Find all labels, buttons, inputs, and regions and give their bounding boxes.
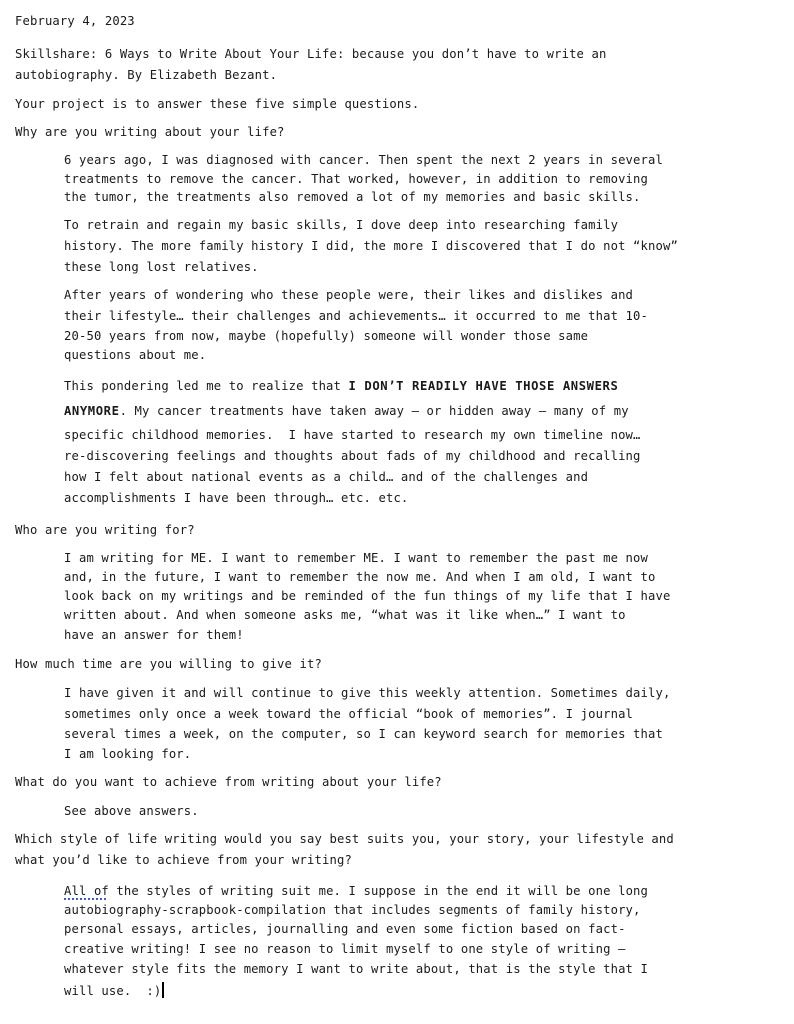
- answer-why-p4-line-2: [64, 403, 629, 419]
- answer-why-p3-line-3: 20-50 years from now, maybe (hopefully) someone will wonder those same: [64, 329, 589, 343]
- answer-who-line-3: look back on my writings and be reminded of the fun things of my life that I have: [64, 589, 671, 603]
- question-achieve: What do you want to achieve from writing about your life?: [15, 775, 442, 789]
- intro-line-1: Skillshare: 6 Ways to Write About Your Life: because you don’t have to write an: [15, 47, 607, 61]
- answer-who-line-1: I am writing for ME. I want to remember ME. I want to remember the past me now: [64, 551, 649, 565]
- answer-style-last: will use. :): [64, 984, 162, 998]
- question-style-line-2: what you’d like to achieve from your writing?: [15, 853, 352, 867]
- answer-why-p3-line-4: questions about me.: [64, 348, 207, 362]
- answer-why-p4-emphasis-end: ANYMORE: [64, 404, 120, 418]
- answer-style-line-6[interactable]: [64, 982, 164, 999]
- answer-why-p4-line-6: accomplishments I have been through… etc. etc.: [64, 491, 409, 505]
- answer-why-p1-line-2: treatments to remove the cancer. That worked, however, in addition to removing: [64, 172, 649, 186]
- answer-why-p1-line-1: 6 years ago, I was diagnosed with cancer. Then spent the next 2 years in several: [64, 153, 663, 167]
- answer-style-line-5: whatever style fits the memory I want to write about, that is the style that I: [64, 962, 649, 976]
- answer-style-text: the styles of writing suit me. I suppose in the end it will be one long: [108, 884, 649, 898]
- answer-why-p4-line-3: specific childhood memories. I have started to research my own timeline now…: [64, 428, 641, 442]
- answer-achieve: See above answers.: [64, 804, 199, 818]
- answer-why-p4-text-cont: . My cancer treatments have taken away – or hidden away – many of my: [119, 404, 629, 418]
- question-style-line-1: Which style of life writing would you say best suits you, your story, your lifestyle and: [15, 832, 674, 846]
- question-time: How much time are you willing to give it?: [15, 657, 322, 671]
- answer-why-p4-line-5: how I felt about national events as a child… and of the challenges and: [64, 470, 589, 484]
- answer-why-p3-line-1: After years of wondering who these people were, their likes and dislikes and: [64, 288, 634, 302]
- answer-why-p3-line-2: their lifestyle… their challenges and achievements… it occurred to me that 10-: [64, 309, 649, 323]
- question-why: Why are you writing about your life?: [15, 125, 285, 139]
- project-statement: Your project is to answer these five simple questions.: [15, 97, 420, 111]
- document-date: February 4, 2023: [15, 14, 135, 28]
- answer-who-line-4: written about. And when someone asks me, “what was it like when…” I want to: [64, 608, 626, 622]
- spellcheck-flagged-text[interactable]: All of: [64, 884, 109, 898]
- answer-why-p4-emphasis: I DON’T READILY HAVE THOSE ANSWERS: [348, 379, 619, 393]
- answer-why-p2-line-1: To retrain and regain my basic skills, I dove deep into researching family: [64, 218, 619, 232]
- question-who: Who are you writing for?: [15, 523, 195, 537]
- answer-why-p4-line-4: re-discovering feelings and thoughts about fads of my childhood and recalling: [64, 449, 641, 463]
- answer-style-line-1[interactable]: [64, 883, 648, 899]
- answer-why-p1-line-3: the tumor, the treatments also removed a lot of my memories and basic skills.: [64, 190, 641, 204]
- answer-who-line-5: have an answer for them!: [64, 628, 244, 642]
- intro-line-2: autobiography. By Elizabeth Bezant.: [15, 68, 278, 82]
- answer-time-line-3: several times a week, on the computer, so I can keyword search for memories that: [64, 727, 663, 741]
- answer-who-line-2: and, in the future, I want to remember the now me. And when I am old, I want to: [64, 570, 656, 584]
- answer-why-p4-text: This pondering led me to realize that: [64, 379, 349, 393]
- answer-time-line-4: I am looking for.: [64, 747, 192, 761]
- answer-why-p2-line-3: these long lost relatives.: [64, 260, 259, 274]
- answer-time-line-2: sometimes only once a week toward the official “book of memories”. I journal: [64, 707, 634, 721]
- answer-style-line-3: personal essays, articles, journalling and even some fiction based on fact-: [64, 922, 626, 936]
- answer-why-p4-line-1: [64, 378, 618, 394]
- text-cursor: [162, 982, 164, 998]
- answer-style-line-2: autobiography-scrapbook-compilation that includes segments of family history,: [64, 903, 641, 917]
- answer-why-p2-line-2: history. The more family history I did, the more I discovered that I do not “know”: [64, 239, 678, 253]
- answer-time-line-1: I have given it and will continue to give this weekly attention. Sometimes daily,: [64, 686, 671, 700]
- answer-style-line-4: creative writing! I see no reason to limit myself to one style of writing –: [64, 942, 626, 956]
